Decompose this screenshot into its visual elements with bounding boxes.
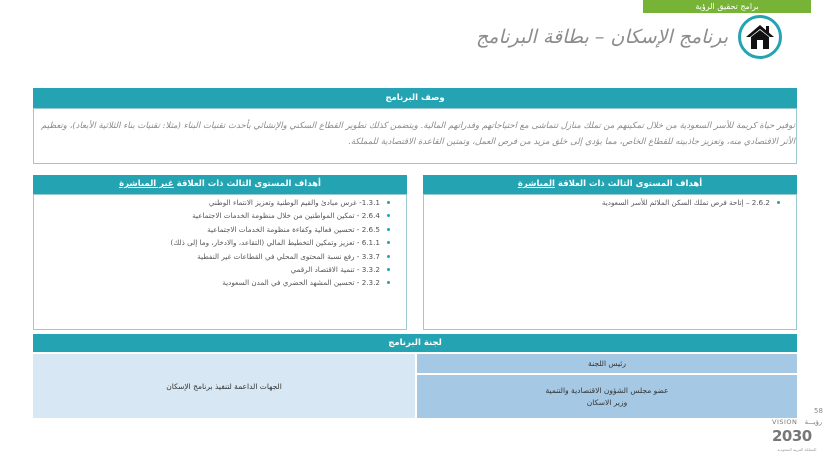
indirect-goals-heading-emph: غير المباشرة — [119, 179, 174, 189]
committee-chair-label: رئيس اللجنة — [417, 354, 797, 373]
list-item: 3.3.2 - تنمية الاقتصاد الرقمي — [32, 263, 392, 276]
committee-chair-value — [417, 375, 797, 418]
house-icon — [738, 15, 782, 59]
section-tag: برامج تحقيق الرؤية — [643, 0, 811, 13]
page-title: برنامج الإسكان – بطاقة البرنامج — [476, 26, 728, 48]
description-heading: وصف البرنامج — [33, 88, 797, 108]
vision-label: VISION — [772, 418, 798, 426]
list-item: 2.6.4 - تمكين المواطنين من خلال منظومة الخدمات الاجتماعية — [32, 209, 392, 222]
title-bar — [476, 14, 782, 60]
direct-goals-heading-emph: المباشرة — [517, 179, 555, 189]
chair-minister: وزير الاسكان — [586, 397, 628, 407]
chair-position: عضو مجلس الشؤون الاقتصادية والتنمية — [545, 385, 669, 395]
supporting-entities-cell: الجهات الداعمة لتنفيذ برنامج الإسكان — [33, 354, 415, 418]
direct-goals-heading — [423, 175, 797, 194]
vision-arabic: رؤيـــة — [804, 418, 822, 426]
direct-goals-heading-prefix: أهداف المستوى الثالث ذات العلاقة — [554, 179, 703, 189]
indirect-goals-list — [32, 196, 392, 290]
vision-2030-logo — [772, 418, 822, 462]
list-item: 3.3.7 - رفع نسبة المحتوى المحلي في القطاعات غير النفطية — [32, 250, 392, 263]
list-item: 1.3.1- غرس مبادئ والقيم الوطنية وتعزيز الانتماء الوطني — [32, 196, 392, 209]
vision-year: 2030 — [772, 427, 812, 445]
description-text: توفير حياة كريمة للأسر السعودية من خلال تمكينهم من تملك منازل تتماشى مع احتياجاتهم وقدراتهم المالية. ويتضمن كذلك تطوير القطاع السكني والإنشائي بأحدث تقنيات البناء (مثلا: تقنيات بناء الثلاثية الأبعاد)، وتعظيم الأثر الاقتصادي منه، وتعزيز جاذبيته للقطاع الخاص، مما يؤدي إلى خلق مزيد من فرص العمل، وتمتين القاعدة الاقتصادية للمملكة. — [41, 121, 795, 147]
list-item: 2.3.2 - تحسين المشهد الحضري في المدن السعودية — [32, 276, 392, 289]
page-number: 58 — [814, 407, 823, 415]
direct-goals-box — [423, 194, 797, 330]
direct-goals-list — [422, 196, 782, 209]
list-item: 6.1.1 - تعزيز وتمكين التخطيط المالي (التقاعد، والادخار، وما إلى ذلك) — [32, 236, 392, 249]
list-item: 2.6.5 - تحسين فعالية وكفاءة منظومة الخدمات الاجتماعية — [32, 223, 392, 236]
indirect-goals-heading-prefix: أهداف المستوى الثالث ذات العلاقة — [173, 179, 321, 189]
list-item: 2.6.2 – إتاحة فرص تملك السكن الملائم للأسر السعودية — [422, 196, 782, 209]
indirect-goals-heading — [33, 175, 407, 194]
vision-sub: المملكة العربية السعودية — [777, 447, 817, 452]
committee-heading: لجنة البرنامج — [33, 334, 797, 352]
